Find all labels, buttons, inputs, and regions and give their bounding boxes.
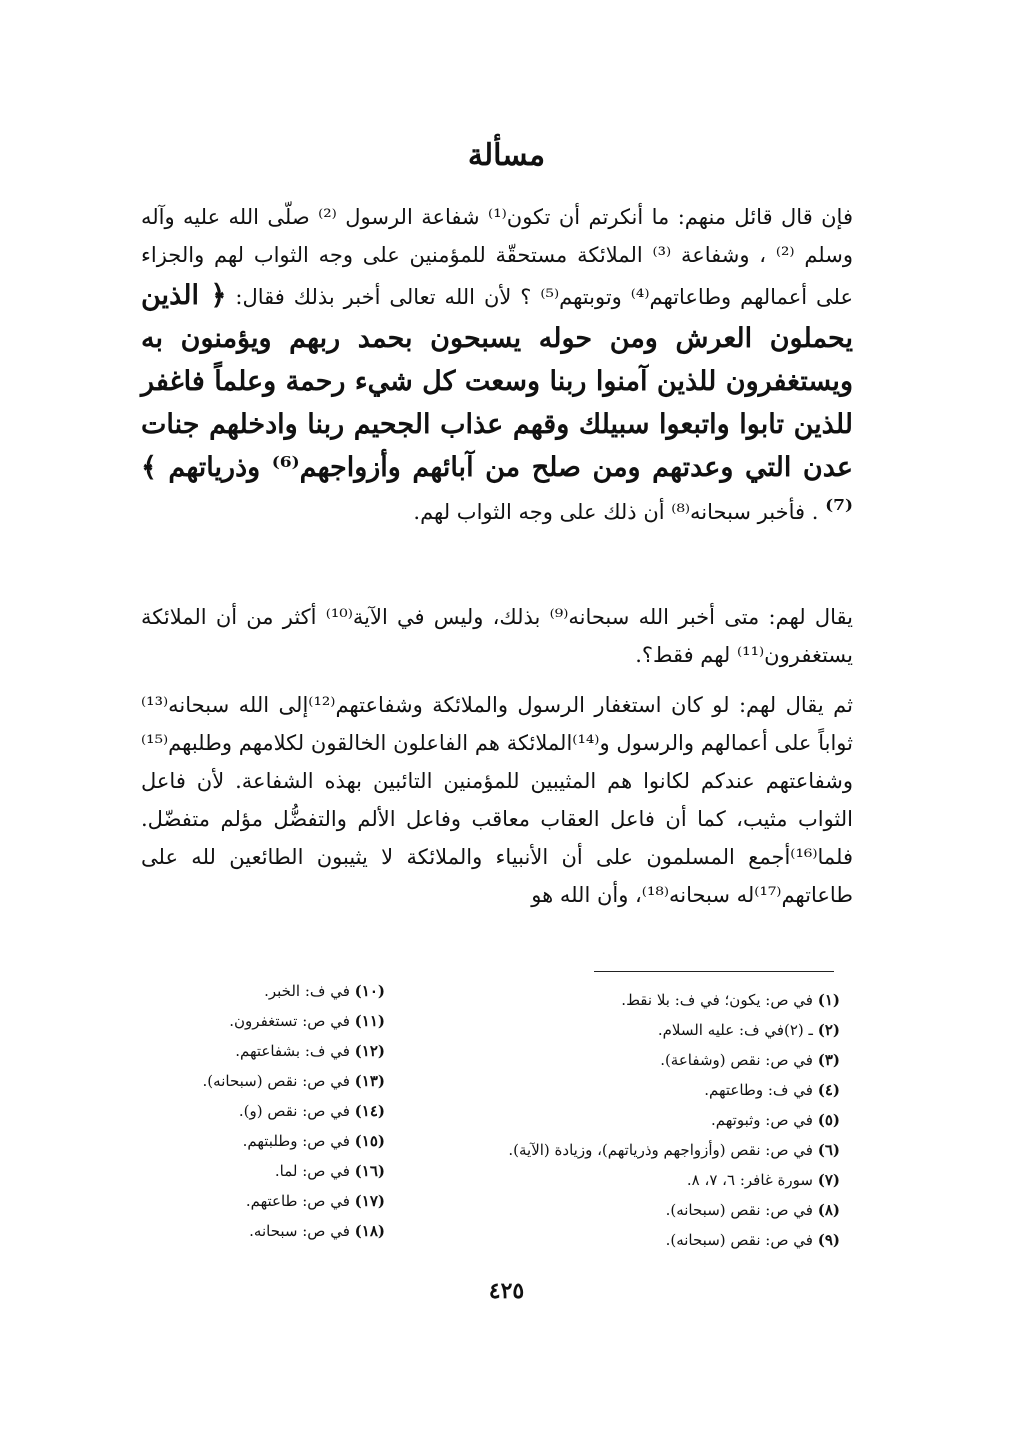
claim-line-3: على وجه الثواب لهم والجزاء على أعمالهم وطاعاتهم⁽⁴⁾ وتوبتهم⁽⁵⁾ ؟ (141, 243, 853, 309)
footnotes-left-column (203, 976, 385, 1246)
footnote-item: (١٣) في ص: نقص (سبحانه). (202, 1072, 385, 1090)
quran-verse: ﴿ الذين يحملون العرش ومن حوله يسبحون بحمد ربهم ويؤمنون به ويستغفرون للذين آمنوا ربنا وسعت كل شيء رحمة وعلماً فاغفر للذين تابوا واتبعوا سبيلك وقهم عذاب الجحيم ربنا وادخلهم جنات عدن التي وعدتهم ومن صلح من آبائهم وأزواجهم⁽⁶⁾ وذرياتهم ﴾⁽⁷⁾ (141, 280, 854, 526)
footnote-item: (٥) في ص: وثبوتهم. (711, 1111, 840, 1129)
claim-line-4: لأن الله تعالى أخبر بذلك فقال: (235, 285, 512, 309)
footnote-separator (594, 971, 834, 972)
footnote-item: (٨) في ص: نقص (سبحانه). (665, 1201, 840, 1219)
footnote-item: (٤) في ف: وطاعتهم. (704, 1081, 840, 1099)
footnote-item: (١٨) في ص: سبحانه. (249, 1222, 385, 1240)
page-number: ٤٢٥ (488, 1278, 525, 1304)
claim-conclusion: . فأخبر سبحانه⁽⁸⁾ أن ذلك على وجه الثواب لهم. (413, 500, 819, 524)
paragraph-reply-1 (141, 598, 853, 674)
footnote-item: (١٠) في ف: الخبر. (264, 982, 385, 1000)
footnote-item: (١٦) في ص: لما. (274, 1162, 385, 1180)
footnote-item: (٧) سورة غافر: ٦، ٧، ٨. (686, 1171, 840, 1189)
footnote-item: (١١) في ص: تستغفرون. (229, 1012, 385, 1030)
reply-2-text: ثم يقال لهم: لو كان استغفار الرسول والملائكة وشفاعتهم⁽¹²⁾إلى الله سبحانه⁽¹³⁾ثواباً على أعمالهم والرسول و⁽¹⁴⁾الملائكة هم الفاعلون الخالقون لكلامهم وطلبهم⁽¹⁵⁾ وشفاعتهم عندكم لكانوا هم المثيبين للمؤمنين التائبين بهذه الشفاعة. لأن فاعل الثواب مثيب، كما أن فاعل العقاب معاقب وفاعل الألم والتفضُّل مؤلم متفضّل. فلما⁽¹⁶⁾أجمع المسلمون على أن الأنبياء والملائكة لا يثيبون الطائعين لله على طاعاتهم⁽¹⁷⁾له سبحانه⁽¹⁸⁾، وأن الله هو (141, 693, 853, 907)
footnotes-right-column (508, 985, 840, 1255)
footnote-item: (١٧) في ص: طاعتهم. (245, 1192, 385, 1210)
claim-line-1: فإن قال قائل منهم: ما أنكرتم أن تكون⁽¹⁾ شفاعة الرسول (345, 205, 853, 229)
claim-line-2: ⁽²⁾ صلّى الله عليه وآله وسلم ⁽²⁾ ، وشفاعة ⁽³⁾ الملائكة مستحقّة للمؤمنين (141, 205, 853, 267)
paragraph-reply-2 (141, 686, 853, 914)
paragraph-claim (141, 198, 853, 532)
footnote-item: (١٤) في ص: نقص (و). (238, 1102, 385, 1120)
footnote-item: (١٢) في ف: بشفاعتهم. (235, 1042, 385, 1060)
footnote-item: (٦) في ص: نقص (وأزواجهم وذرياتهم)، وزيادة (الآية). (508, 1141, 840, 1159)
footnote-item: (١٥) في ص: وطلبتهم. (242, 1132, 385, 1150)
footnote-item: (٩) في ص: نقص (سبحانه). (665, 1231, 840, 1249)
reply-1-text: يقال لهم: متى أخبر الله سبحانه⁽⁹⁾ بذلك، وليس في الآية⁽¹⁰⁾ أكثر من أن الملائكة يستغفرون⁽¹¹⁾ لهم فقط؟. (141, 605, 853, 667)
section-title: مسألة (467, 138, 546, 173)
footnote-item: (٣) في ص: نقص (وشفاعة). (660, 1051, 840, 1069)
footnote-item: (٢) ـ (٢)في ف: عليه السلام. (657, 1021, 840, 1039)
footnote-item: (١) في ص: يكون؛ في ف: بلا نقط. (621, 991, 840, 1009)
